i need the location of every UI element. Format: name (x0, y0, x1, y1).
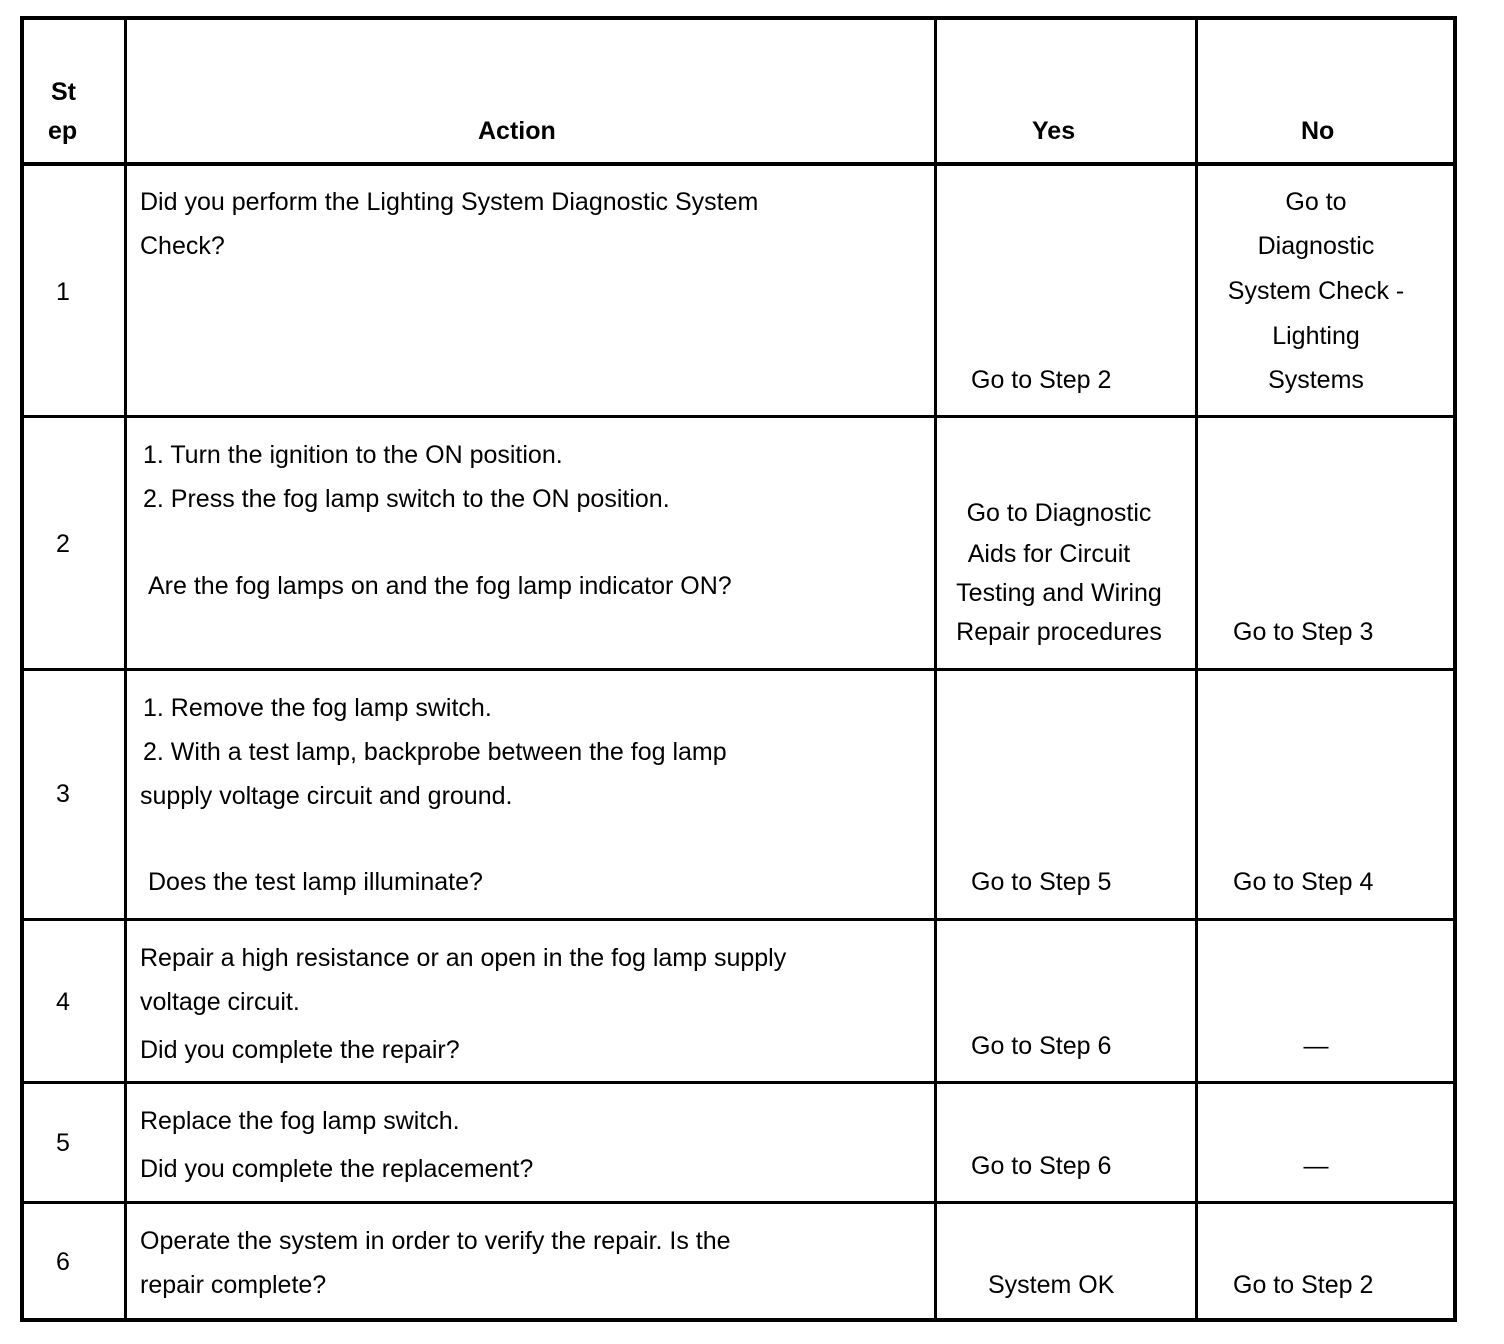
step-number: 4 (56, 988, 70, 1016)
header-action: Action (478, 117, 556, 145)
header-no: No (1301, 117, 1335, 145)
action-text: supply voltage circuit and ground. (140, 782, 513, 810)
action-text: Replace the fog lamp switch. (140, 1107, 460, 1135)
yes-result: Go to Step 5 (971, 868, 1112, 896)
no-result: Go to Step 4 (1233, 868, 1374, 896)
step-number: 1 (56, 278, 70, 306)
step-number: 6 (56, 1248, 70, 1276)
no-result: Diagnostic (1257, 232, 1375, 260)
action-text: Did you complete the repair? (140, 1036, 460, 1064)
action-text: 1. Remove the fog lamp switch. (143, 694, 492, 722)
action-text: Repair a high resistance or an open in the fog lamp supply (140, 944, 787, 972)
no-result: Go to Step 2 (1233, 1271, 1374, 1299)
action-text: 2. With a test lamp, backprobe between the fog lamp (143, 738, 727, 766)
row-divider (24, 1081, 1453, 1084)
yes-result: Go to Step 2 (971, 366, 1112, 394)
no-result: System Check - (1227, 277, 1405, 305)
action-text: 2. Press the fog lamp switch to the ON position. (143, 485, 670, 513)
no-result: Go to Step 3 (1233, 618, 1374, 646)
action-text: Did you perform the Lighting System Diagnostic System (140, 188, 759, 216)
yes-result: Go to Step 6 (971, 1032, 1112, 1060)
action-text: Are the fog lamps on and the fog lamp indicator ON? (148, 572, 732, 600)
action-text: Did you complete the replacement? (140, 1155, 534, 1183)
header-step-line2: ep (48, 117, 78, 145)
action-text: Operate the system in order to verify the repair. Is the (140, 1227, 731, 1255)
action-text: voltage circuit. (140, 988, 300, 1016)
action-text: Check? (140, 232, 225, 260)
yes-result: Aids for Circuit (967, 540, 1131, 568)
action-text: repair complete? (140, 1271, 327, 1299)
row-divider (24, 415, 1453, 418)
no-result: Systems (1268, 366, 1364, 394)
action-text: 1. Turn the ignition to the ON position. (143, 441, 563, 469)
yes-result: Testing and Wiring (956, 579, 1162, 607)
yes-result: Repair procedures (956, 618, 1162, 646)
row-divider (24, 162, 1453, 166)
step-number: 2 (56, 530, 70, 558)
no-result: Lighting (1272, 322, 1360, 350)
yes-result: Go to Step 6 (971, 1152, 1112, 1180)
no-result: — (1303, 1152, 1329, 1180)
no-result: — (1303, 1032, 1329, 1060)
row-divider (24, 918, 1453, 921)
yes-result: System OK (988, 1271, 1115, 1299)
row-divider (24, 1201, 1453, 1204)
row-divider (24, 668, 1453, 671)
action-text: Does the test lamp illuminate? (148, 868, 483, 896)
step-number: 3 (56, 780, 70, 808)
header-step-line1: St (51, 78, 76, 106)
no-result: Go to (1285, 188, 1347, 216)
step-number: 5 (56, 1129, 70, 1157)
yes-result: Go to Diagnostic (966, 499, 1152, 527)
header-yes: Yes (1032, 117, 1076, 145)
